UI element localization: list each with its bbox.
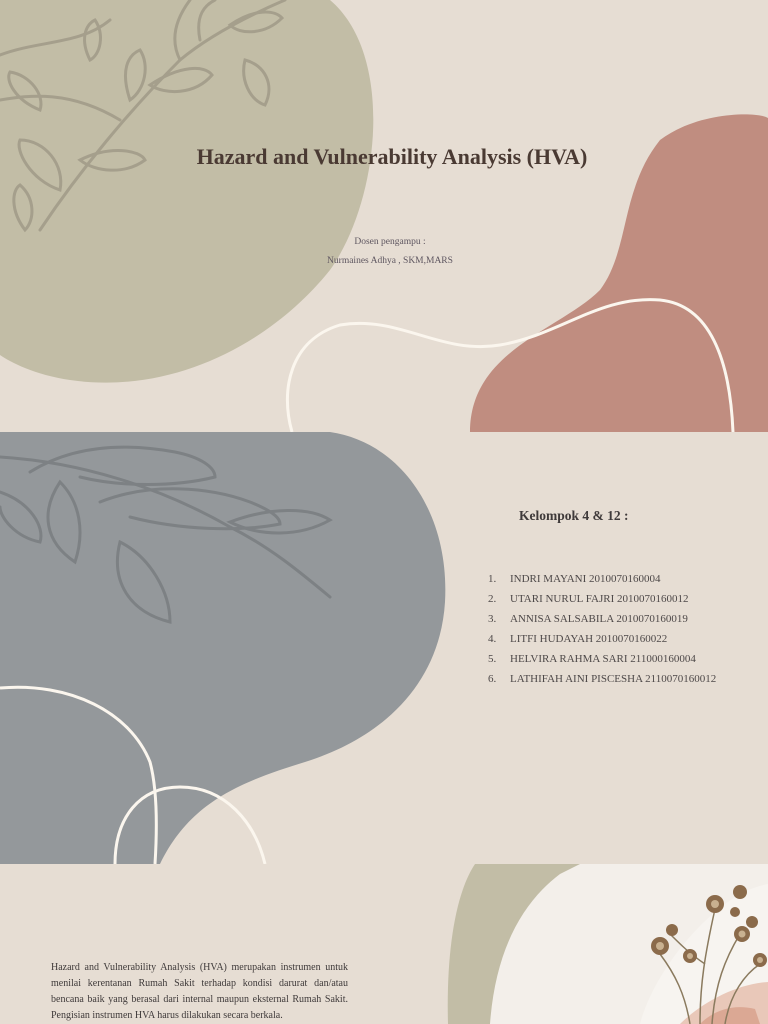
title-slide-decoration <box>0 0 768 432</box>
definition-slide <box>0 864 768 1024</box>
member-number: 5. <box>488 653 497 665</box>
member-number: 4. <box>488 633 497 645</box>
members-slide <box>0 432 768 864</box>
member-name: LATHIFAH AINI PISCESHA 2110070160012 <box>510 673 717 685</box>
member-item <box>488 593 716 613</box>
member-item <box>488 653 716 673</box>
member-name: UTARI NURUL FAJRI 2010070160012 <box>510 593 689 605</box>
member-name: HELVIRA RAHMA SARI 211000160004 <box>510 653 696 665</box>
member-name: LITFI HUDAYAH 2010070160022 <box>510 633 668 645</box>
group-title: Kelompok 4 & 12 : <box>519 508 629 523</box>
member-name: INDRI MAYANI 2010070160004 <box>510 573 661 585</box>
member-item <box>488 673 716 693</box>
lecturer-name: Nurmaines Adhya , SKM,MARS <box>327 256 453 266</box>
member-list <box>488 573 716 693</box>
member-number: 2. <box>488 593 497 605</box>
sage-blob <box>0 0 373 383</box>
member-name: ANNISA SALSABILA 2010070160019 <box>510 613 688 625</box>
member-number: 3. <box>488 613 497 625</box>
member-number: 1. <box>488 573 497 585</box>
presentation-title: Hazard and Vulnerability Analysis (HVA) <box>196 144 588 169</box>
title-slide <box>0 0 768 432</box>
member-item <box>488 633 716 653</box>
member-item <box>488 573 716 593</box>
lecturer-label: Dosen pengampu : <box>354 237 426 247</box>
hva-definition-paragraph: Hazard and Vulnerability Analysis (HVA) merupakan instrumen untuk menilai kerentanan Rumah Sakit terhadap kondisi darurat dan/atau bencana baik yang berasal dari internal maupun eksternal Rumah Sakit. Pengisian instrumen HVA harus dilakukan secara berkala. <box>51 962 348 1021</box>
member-item <box>488 613 716 633</box>
member-number: 6. <box>488 673 497 685</box>
